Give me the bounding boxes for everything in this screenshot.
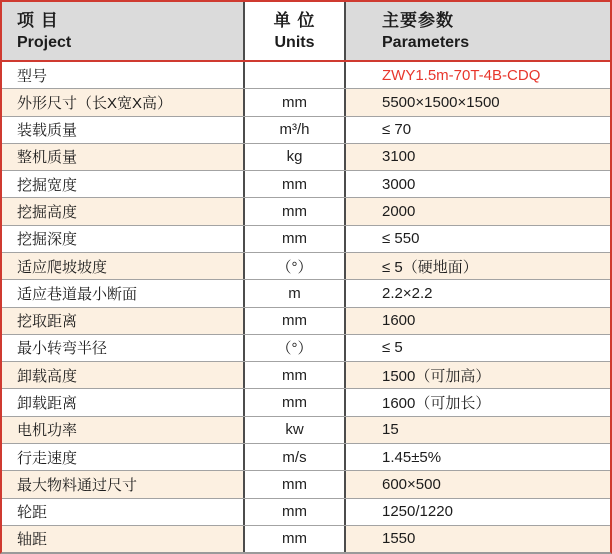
row-unit: mm (282, 312, 307, 330)
row-label-cell (2, 253, 243, 279)
row-label: 整机质量 (17, 149, 78, 167)
row-value-cell (346, 471, 610, 497)
row-value: 3100 (382, 148, 416, 166)
row-value-cell (346, 171, 610, 197)
table-row (2, 525, 610, 552)
row-value-cell (346, 226, 610, 252)
row-value: 1250/1220 (382, 503, 453, 521)
row-value: 1500（可加高） (382, 367, 491, 385)
row-unit-cell (243, 308, 346, 334)
table-row (2, 416, 610, 443)
row-value: 3000 (382, 175, 416, 193)
header-project-zh: 项 目 (17, 10, 59, 30)
row-label: 轴距 (17, 531, 48, 549)
row-label-cell (2, 444, 243, 470)
row-label-cell (2, 226, 243, 252)
row-label: 最大物料通过尺寸 (17, 476, 138, 494)
row-unit: mm (282, 503, 307, 521)
table-row (2, 225, 610, 252)
row-value-cell (346, 198, 610, 224)
row-unit-cell (243, 417, 346, 443)
row-label: 挖取距离 (17, 313, 78, 331)
row-unit: （°） (276, 340, 313, 358)
row-unit: m (288, 284, 301, 302)
row-label: 适应爬坡坡度 (17, 258, 108, 276)
table-row (2, 252, 610, 279)
row-value-cell (346, 144, 610, 170)
row-label-cell (2, 335, 243, 361)
row-value-cell (346, 253, 610, 279)
table-row (2, 170, 610, 197)
row-value: 600×500 (382, 475, 441, 493)
row-label: 型号 (17, 67, 48, 85)
row-unit-cell (243, 89, 346, 115)
row-unit-cell (243, 389, 346, 415)
row-value-cell (346, 389, 610, 415)
header-parameters-zh: 主要参数 (382, 10, 454, 30)
row-unit: mm (282, 93, 307, 111)
row-unit: mm (282, 175, 307, 193)
row-value-cell (346, 335, 610, 361)
row-label: 最小转弯半径 (17, 340, 108, 358)
row-value: ≤ 70 (382, 121, 412, 139)
row-unit: m/s (282, 448, 307, 466)
row-unit-cell (243, 499, 346, 525)
table-row (2, 143, 610, 170)
table-row (2, 197, 610, 224)
table-row (2, 470, 610, 497)
row-unit-cell (243, 117, 346, 143)
row-label-cell (2, 117, 243, 143)
header-cell-parameters (346, 2, 610, 60)
row-unit-cell (243, 526, 346, 552)
table-row (2, 116, 610, 143)
row-value: ≤ 5 (382, 339, 403, 357)
row-value-cell (346, 444, 610, 470)
table-row (2, 279, 610, 306)
row-value: 1550 (382, 530, 416, 548)
row-unit: mm (282, 203, 307, 221)
row-label: 挖掘高度 (17, 204, 78, 222)
table-row (2, 62, 610, 88)
header-units-zh: 单 位 (273, 10, 316, 30)
row-value: 5500×1500×1500 (382, 93, 500, 111)
row-value-cell (346, 499, 610, 525)
row-unit: mm (282, 530, 307, 548)
row-unit: kw (285, 421, 304, 439)
table-row (2, 307, 610, 334)
table-row (2, 334, 610, 361)
row-unit-cell (243, 362, 346, 388)
row-unit-cell (243, 335, 346, 361)
row-label: 适应巷道最小断面 (17, 285, 138, 303)
row-value: 1600 (382, 312, 416, 330)
row-value: 15 (382, 421, 399, 439)
row-value: ≤ 550 (382, 230, 420, 248)
table-row (2, 498, 610, 525)
row-unit: kg (286, 148, 303, 166)
header-parameters-en: Parameters (382, 33, 470, 51)
row-label: 挖掘深度 (17, 231, 78, 249)
row-label-cell (2, 62, 243, 88)
row-unit-cell (243, 198, 346, 224)
row-unit-cell (243, 444, 346, 470)
table-row (2, 361, 610, 388)
row-unit: （°） (276, 258, 313, 276)
row-unit: mm (282, 475, 307, 493)
row-unit-cell (243, 253, 346, 279)
row-unit-cell (243, 280, 346, 306)
row-label-cell (2, 389, 243, 415)
row-value-cell (346, 280, 610, 306)
table-row (2, 88, 610, 115)
row-label-cell (2, 417, 243, 443)
header-units-en: Units (274, 33, 315, 51)
row-label-cell (2, 89, 243, 115)
row-label-cell (2, 526, 243, 552)
row-value: 2.2×2.2 (382, 284, 433, 302)
row-label: 装载质量 (17, 122, 78, 140)
row-value-cell (346, 117, 610, 143)
row-value-cell (346, 362, 610, 388)
row-value: 1600（可加长） (382, 395, 491, 413)
table-row (2, 388, 610, 415)
row-label: 电机功率 (17, 422, 78, 440)
header-cell-project (2, 2, 243, 60)
row-value-cell (346, 417, 610, 443)
row-unit-cell (243, 471, 346, 497)
table-row (2, 443, 610, 470)
row-value: ZWY1.5m-70T-4B-CDQ (382, 66, 541, 84)
row-unit-cell (243, 62, 346, 88)
row-label: 卸载距离 (17, 395, 78, 413)
row-unit: mm (282, 230, 307, 248)
row-label-cell (2, 171, 243, 197)
row-label: 挖掘宽度 (17, 176, 78, 194)
table-header-row (2, 2, 610, 62)
row-value: 1.45±5% (382, 448, 442, 466)
header-project-en: Project (17, 33, 72, 51)
row-unit: mm (282, 366, 307, 384)
row-label-cell (2, 499, 243, 525)
row-unit-cell (243, 144, 346, 170)
row-label: 行走速度 (17, 449, 78, 467)
row-unit: m³/h (279, 121, 310, 139)
row-label-cell (2, 471, 243, 497)
row-unit-cell (243, 226, 346, 252)
row-value-cell (346, 62, 610, 88)
row-value: 2000 (382, 203, 416, 221)
row-value-cell (346, 89, 610, 115)
header-cell-units (243, 2, 346, 60)
row-value: ≤ 5（硬地面） (382, 258, 478, 276)
row-unit: mm (282, 394, 307, 412)
row-label-cell (2, 198, 243, 224)
row-value-cell (346, 526, 610, 552)
row-value-cell (346, 308, 610, 334)
row-label: 轮距 (17, 504, 48, 522)
row-label-cell (2, 308, 243, 334)
row-label-cell (2, 280, 243, 306)
row-label-cell (2, 144, 243, 170)
row-unit-cell (243, 171, 346, 197)
row-label: 外形尺寸（长X宽X高） (17, 94, 173, 112)
row-label: 卸载高度 (17, 367, 78, 385)
row-label-cell (2, 362, 243, 388)
